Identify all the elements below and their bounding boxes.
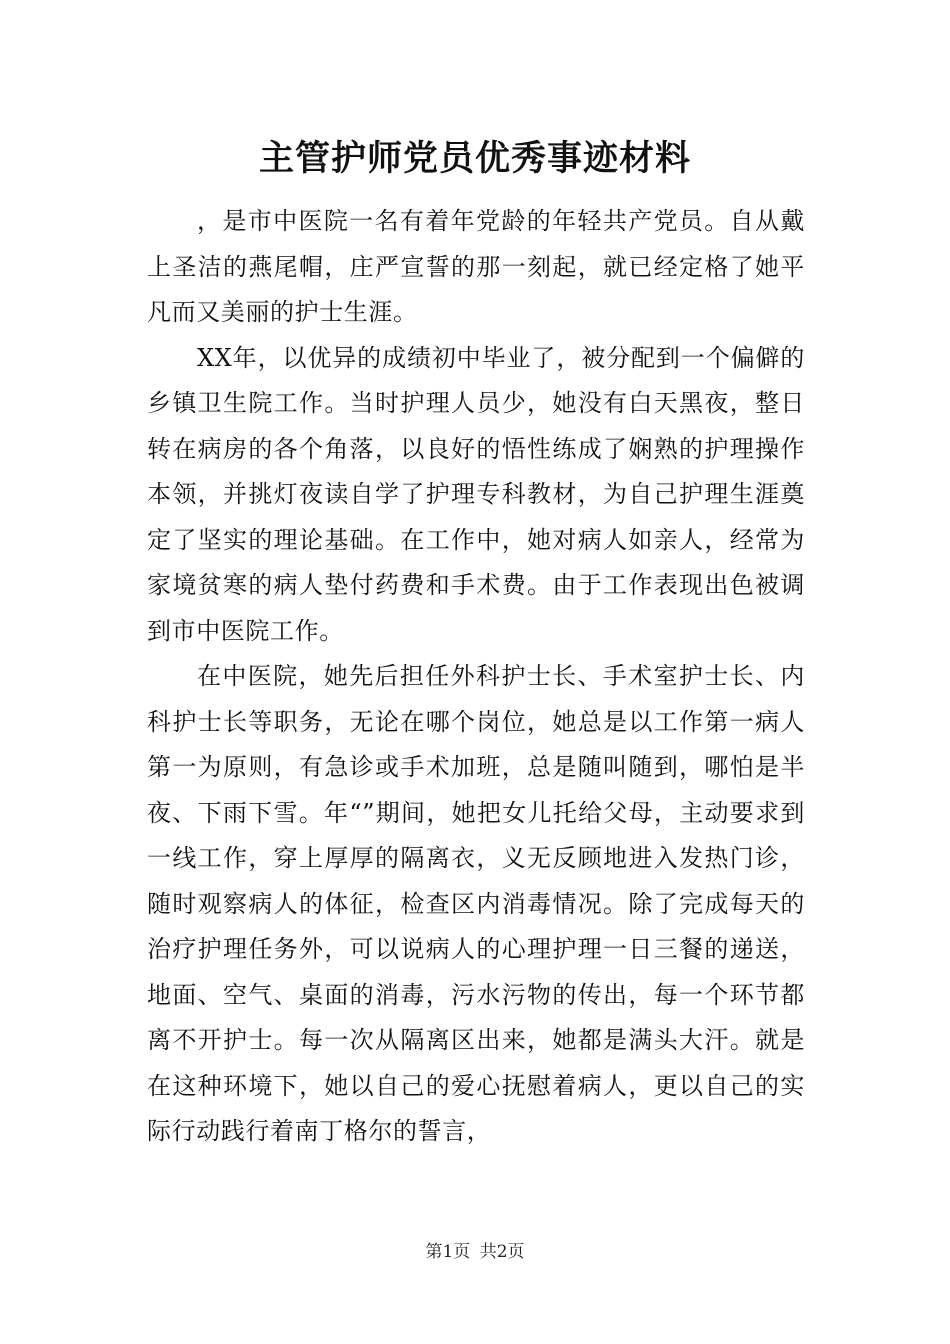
paragraph-3: 在中医院，她先后担任外科护士长、手术室护士长、内科护士长等职务，无论在哪个岗位，她总是以工作第一病人第一为原则，有急诊或手术加班，总是随叫随到，哪怕是半夜、下雨下雪。年“”期间，她把女儿托给父母，主动要求到一线工作，穿上厚厚的隔离衣，义无反顾地进入发热门诊，随时观察病人的体征，检查区内消毒情况。除了完成每天的治疗护理任务外，可以说病人的心理护理一日三餐的递送，地面、空气、桌面的消毒，污水污物的传出，每一个环节都离不开护士。每一次从隔离区出来，她都是满头大汗。就是在这种环境下，她以自己的爱心抚慰着病人，更以自己的实际行动践行着南丁格尔的誓言， <box>147 662 805 1145</box>
paragraph-1: ，是市中医院一名有着年党龄的年轻共产党员。自从戴上圣洁的燕尾帽，庄严宣誓的那一刻起，就已经定格了她平凡而又美丽的护士生涯。 <box>147 207 805 326</box>
page-number: 第1页 <box>425 1242 471 1262</box>
document-title: 主管护师党员优秀事迹材料 <box>258 138 691 179</box>
page-footer <box>0 1240 950 1264</box>
page-total: 共2页 <box>479 1242 525 1262</box>
document-body <box>147 199 805 1155</box>
paragraph-2: XX年，以优异的成绩初中毕业了，被分配到一个偏僻的乡镇卫生院工作。当时护理人员少，她没有白天黑夜，整日转在病房的各个角落，以良好的悟性练成了娴熟的护理操作本领，并挑灯夜读自学了护理专科教材，为自己护理生涯奠定了坚实的理论基础。在工作中，她对病人如亲人，经常为家境贫寒的病人垫付药费和手术费。由于工作表现出色被调到市中医院工作。 <box>147 343 805 645</box>
